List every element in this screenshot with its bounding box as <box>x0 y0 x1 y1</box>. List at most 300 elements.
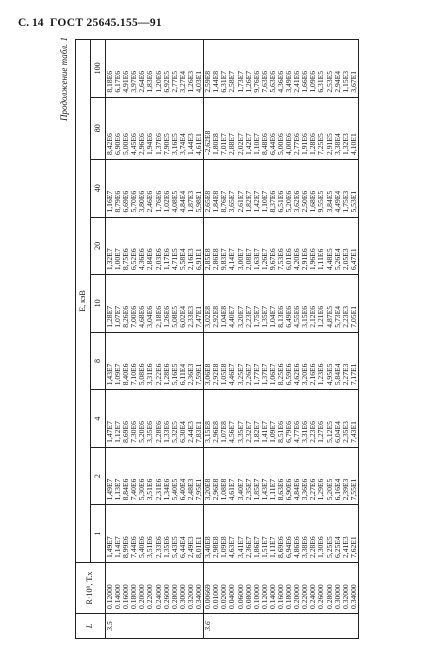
cell-value: 8,79E6 <box>114 159 122 217</box>
table-header-row <box>76 40 91 639</box>
cell-value: 3,38E4 <box>334 97 342 159</box>
cell-value: 1,94E6 <box>146 97 154 159</box>
energy-col: 80 <box>91 97 106 159</box>
cell-value: 2,46E6 <box>146 159 154 217</box>
cell-value: 1,44E8 <box>212 40 220 98</box>
cell-value: 1,17E6 <box>163 217 171 275</box>
cell-value: 3,31E6 <box>301 390 309 448</box>
cell-value: 4,46E7 <box>228 332 236 390</box>
cell-value: 1,26E3 <box>187 40 195 98</box>
cell-value: 2,12E6 <box>309 275 317 333</box>
cell-value: 6,04E4 <box>334 390 342 448</box>
cell-value: 4,84E4 <box>179 159 187 217</box>
cell-value: 2,41E6 <box>293 40 301 98</box>
cell-value: 1,47E7 <box>106 390 115 448</box>
cell-value: 6,51E6 <box>277 159 285 217</box>
cell-value: 1,87E3 <box>187 159 195 217</box>
cell-value: 6,16E4 <box>334 447 342 505</box>
cell-value: 5,32E5 <box>171 390 179 448</box>
cell-L: 3.5 <box>106 614 115 639</box>
page-number: С. 14 <box>18 17 44 29</box>
cell-value: 2,49E3 <box>187 505 195 563</box>
energy-col: 8 <box>91 332 106 390</box>
cell-T: 0.16000 <box>122 563 130 614</box>
cell-T: 0.24000 <box>309 563 317 614</box>
cell-T: 0.02000 <box>220 563 228 614</box>
cell-value: -2,62E8 <box>204 97 213 159</box>
cell-value: 4,10E1 <box>350 97 359 159</box>
cell-value: 1,28E6 <box>163 332 171 390</box>
cell-value: 5,43E5 <box>171 505 179 563</box>
cell-value: 1,04E8 <box>220 275 228 333</box>
cell-value: 7,05E1 <box>350 275 359 333</box>
cell-value: 8,69E6 <box>122 390 130 448</box>
cell-value: 3,97E6 <box>130 40 138 98</box>
cell-value: 4,14E7 <box>228 217 236 275</box>
cell-T: 0.32000 <box>187 563 195 614</box>
cell-T: 0.24000 <box>155 563 163 614</box>
cell-value: 2,08E7 <box>245 217 253 275</box>
cell-T: 0.30000 <box>334 563 342 614</box>
cell-value: 4,91E6 <box>122 40 130 98</box>
cell-value: 1,44E3 <box>187 97 195 159</box>
cell-T: 0.12000 <box>106 563 115 614</box>
cell-value: 2,27E6 <box>309 447 317 505</box>
cell-value: 5,00E6 <box>122 97 130 159</box>
cell-value: 8,99E6 <box>122 505 130 563</box>
cell-value: 6,59E6 <box>285 332 293 390</box>
cell-value: 4,55E6 <box>293 275 301 333</box>
cell-value: 5,20E6 <box>138 390 146 448</box>
cell-value: 1,11E6 <box>317 217 325 275</box>
cell-value: 5,40E5 <box>171 447 179 505</box>
energy-col: 10 <box>91 275 106 333</box>
cell-value: 1,35E7 <box>261 275 269 333</box>
cell-value: 6,31E5 <box>317 40 325 98</box>
cell-value: 8,25E6 <box>277 332 285 390</box>
cell-value: 7,00E6 <box>130 275 138 333</box>
cell-value: 1,12E7 <box>114 390 122 448</box>
cell-T: 0.30000 <box>179 563 187 614</box>
cell-value: 2,39E3 <box>342 447 350 505</box>
cell-value: 1,33E6 <box>163 390 171 448</box>
cell-value: 1,34E6 <box>163 447 171 505</box>
cell-value: 8,76E7 <box>220 159 228 217</box>
cell-value: 2,61E7 <box>237 159 245 217</box>
cell-value: 3,20E8 <box>204 447 213 505</box>
cell-value: 1,35E6 <box>163 505 171 563</box>
cell-value: 4,71E5 <box>171 217 179 275</box>
cell-T: 0.32000 <box>342 563 350 614</box>
cell-value: 1,49E7 <box>106 447 115 505</box>
cell-value: 5,63E6 <box>269 40 277 98</box>
cell-T: 0.18000 <box>130 563 138 614</box>
cell-value: 2,50E6 <box>301 159 309 217</box>
cell-value: 1,42E7 <box>253 159 261 217</box>
cell-T: 0.14000 <box>114 563 122 614</box>
cell-L <box>293 614 301 639</box>
rotated-table-frame <box>59 13 358 659</box>
cell-value: 8,40E6 <box>122 332 130 390</box>
cell-value: 2,33E3 <box>187 275 195 333</box>
energy-col: 100 <box>91 40 106 98</box>
cell-value: 6,92E5 <box>163 40 171 98</box>
cell-value: 2,58E7 <box>228 40 236 98</box>
cell-value: 1,07E8 <box>220 390 228 448</box>
cell-value: 5,26E4 <box>334 217 342 275</box>
cell-value: 5,00E6 <box>277 97 285 159</box>
cell-value: 4,40E7 <box>228 275 236 333</box>
cell-value: 1,43E7 <box>261 447 269 505</box>
cell-value: 1,84E8 <box>212 159 220 217</box>
cell-value: 8,63E6 <box>277 447 285 505</box>
cell-value: 7,25E5 <box>317 97 325 159</box>
cell-value: 1,26E6 <box>163 275 171 333</box>
cell-L <box>350 614 359 639</box>
cell-value: 3,51E6 <box>146 505 154 563</box>
cell-L <box>326 614 334 639</box>
cell-value: 3,80E6 <box>138 159 146 217</box>
cell-value: 1,28E7 <box>106 275 115 333</box>
cell-value: 1,73E7 <box>237 40 245 98</box>
cell-value: 3,40E8 <box>204 505 213 563</box>
cell-value: 7,30E6 <box>130 390 138 448</box>
table-body <box>106 40 359 639</box>
cell-value: 1,14E7 <box>114 505 122 563</box>
cell-value: 7,62E1 <box>350 505 359 563</box>
table-row <box>350 40 359 639</box>
cell-L <box>301 614 309 639</box>
cell-value: 1,37E7 <box>261 332 269 390</box>
cell-value: 1,76E6 <box>155 159 163 217</box>
cell-value: 8,75E6 <box>122 217 130 275</box>
cell-value: 2,05E3 <box>342 217 350 275</box>
cell-T: 0.10000 <box>253 563 261 614</box>
cell-value: 4,95E5 <box>326 332 334 390</box>
cell-value: 2,44E3 <box>187 390 195 448</box>
cell-L <box>245 614 253 639</box>
cell-value: 2,16E6 <box>309 332 317 390</box>
cell-value: 2,36E7 <box>245 505 253 563</box>
cell-value: 3,38E6 <box>301 505 309 563</box>
cell-value: 2,35E3 <box>342 390 350 448</box>
cell-value: 1,82E7 <box>245 159 253 217</box>
cell-value: 4,86E6 <box>293 505 301 563</box>
cell-L <box>155 614 163 639</box>
cell-value: 3,20E6 <box>301 332 309 390</box>
cell-value: 1,49E7 <box>106 505 115 563</box>
cell-value: 1,37E6 <box>155 97 163 159</box>
cell-value: 2,53E5 <box>326 40 334 98</box>
cell-value: 2,32E7 <box>245 390 253 448</box>
cell-value: 1,05E8 <box>220 332 228 390</box>
cell-value: 1,06E7 <box>269 332 277 390</box>
cell-T: 0.26000 <box>317 563 325 614</box>
cell-T: 0.18000 <box>285 563 293 614</box>
cell-value: 1,51E7 <box>261 505 269 563</box>
cell-value: 6,11E4 <box>179 332 187 390</box>
cell-value: 1,80E8 <box>212 97 220 159</box>
cell-T: 0.00669 <box>204 563 213 614</box>
cell-value: 3,62E6 <box>293 159 301 217</box>
energy-header: E, кэВ <box>76 40 91 563</box>
cell-value: 1,41E7 <box>261 390 269 448</box>
cell-L <box>334 614 342 639</box>
cell-L <box>122 614 130 639</box>
cell-T: 0.28000 <box>171 563 179 614</box>
cell-L <box>212 614 220 639</box>
cell-value: 7,17E1 <box>350 332 359 390</box>
cell-value: 9,83E7 <box>220 217 228 275</box>
cell-value: 4,77E6 <box>293 390 301 448</box>
cell-value: 6,90E6 <box>285 447 293 505</box>
cell-value: 6,79E6 <box>285 390 293 448</box>
cell-L <box>342 614 350 639</box>
cell-value: 2,27E3 <box>342 332 350 390</box>
cell-value: 4,56E7 <box>228 390 236 448</box>
cell-value: 1,20E6 <box>155 40 163 98</box>
cell-value: 1,77E7 <box>253 332 261 390</box>
cell-T: 0.20000 <box>138 563 146 614</box>
cell-T: 0.20000 <box>293 563 301 614</box>
cell-value: 6,52E6 <box>130 217 138 275</box>
cell-L <box>163 614 171 639</box>
cell-value: 8,18E6 <box>106 40 115 98</box>
cell-T: 0.22000 <box>146 563 154 614</box>
cell-value: 5,25E5 <box>326 505 334 563</box>
cell-value: 7,59E1 <box>195 332 204 390</box>
cell-value: 7,01E7 <box>220 97 228 159</box>
document-id: ГОСТ 25645.155—91 <box>50 17 162 29</box>
cell-value: 2,16E3 <box>187 217 195 275</box>
cell-value: 1,28E6 <box>309 97 317 159</box>
cell-value: 1,83E6 <box>146 40 154 98</box>
cell-value: 7,40E6 <box>130 447 138 505</box>
cell-value: 5,30E6 <box>138 447 146 505</box>
cell-value: 4,03E1 <box>195 40 204 98</box>
energy-col: 1 <box>91 505 106 563</box>
cell-value: 2,92E8 <box>212 275 220 333</box>
cell-value: 8,84E6 <box>122 447 130 505</box>
cell-value: 5,84E4 <box>334 332 342 390</box>
cell-T: 0.01000 <box>212 563 220 614</box>
cell-L <box>171 614 179 639</box>
cell-value: 6,44E6 <box>269 97 277 159</box>
energy-col: 40 <box>91 159 106 217</box>
cell-value: 2,92E8 <box>212 332 220 390</box>
cell-value: 1,11E7 <box>269 447 277 505</box>
cell-value: 2,77E6 <box>293 97 301 159</box>
cell-value: 7,43E1 <box>350 390 359 448</box>
cell-value: 8,69E6 <box>277 505 285 563</box>
cell-value: 3,15E8 <box>204 390 213 448</box>
cell-value: 1,16E7 <box>106 159 115 217</box>
cell-value: 4,49E4 <box>334 159 342 217</box>
cell-value: 5,98E1 <box>195 159 204 217</box>
cell-T: 0.14000 <box>269 563 277 614</box>
cell-value: 2,91E5 <box>326 97 334 159</box>
cell-value: 3,51E6 <box>146 447 154 505</box>
cell-value: 3,04E6 <box>146 275 154 333</box>
cell-value: 7,90E5 <box>163 97 171 159</box>
cell-value: 2,02E7 <box>237 97 245 159</box>
cell-T: 0.16000 <box>277 563 285 614</box>
cell-value: 1,15E3 <box>342 40 350 98</box>
cell-value: 7,44E6 <box>130 505 138 563</box>
cell-value: 2,33E6 <box>155 505 163 563</box>
cell-value: 9,55E5 <box>317 159 325 217</box>
cell-value: 5,20E6 <box>285 159 293 217</box>
cell-value: 1,07E7 <box>114 275 122 333</box>
cell-T: 0.22000 <box>301 563 309 614</box>
cell-value: 5,20E5 <box>326 447 334 505</box>
cell-value: 2,59E8 <box>204 40 213 98</box>
cell-value: 6,02E4 <box>179 275 187 333</box>
cell-L <box>237 614 245 639</box>
cell-value: 2,77E5 <box>171 40 179 98</box>
cell-value: 5,08E6 <box>138 332 146 390</box>
cell-value: 1,10E7 <box>253 97 261 159</box>
cell-value: 2,36E3 <box>187 332 195 390</box>
cell-value: 3,49E6 <box>285 40 293 98</box>
cell-value: 6,31E7 <box>220 40 228 98</box>
cell-value: 1,42E7 <box>245 97 253 159</box>
cell-value: 1,75E3 <box>342 159 350 217</box>
cell-value: 3,20E7 <box>237 275 245 333</box>
cell-value: 2,41E3 <box>342 505 350 563</box>
cell-L <box>138 614 146 639</box>
cell-value: 5,70E6 <box>130 159 138 217</box>
cell-value: 4,20E6 <box>293 217 301 275</box>
cell-value: 1,85E7 <box>253 447 261 505</box>
data-table <box>75 39 359 639</box>
cell-value: 5,53E1 <box>350 159 359 217</box>
cell-value: 1,09E6 <box>309 40 317 98</box>
cell-value: 1,32E7 <box>106 217 115 275</box>
cell-value: 8,42E6 <box>106 97 115 159</box>
cell-value: 4,45E6 <box>130 97 138 159</box>
cell-L: 3.6 <box>204 614 213 639</box>
energy-col: 4 <box>91 390 106 448</box>
cell-value: 6,94E6 <box>285 505 293 563</box>
cell-L <box>285 614 293 639</box>
cell-value: 1,86E7 <box>253 505 261 563</box>
cell-value: 1,26E7 <box>261 217 269 275</box>
cell-value: 1,02E6 <box>163 159 171 217</box>
cell-T: 0.34000 <box>350 563 359 614</box>
cell-value: 2,86E8 <box>212 217 220 275</box>
cell-value: 6,25E4 <box>334 505 342 563</box>
cell-value: 4,48E5 <box>326 217 334 275</box>
cell-value: 1,27E6 <box>317 390 325 448</box>
cell-value: 6,17E6 <box>114 40 122 98</box>
cell-value: 1,04E7 <box>269 275 277 333</box>
cell-value: 5,73E4 <box>334 275 342 333</box>
cell-value: 6,44E4 <box>179 505 187 563</box>
cell-L <box>179 614 187 639</box>
energy-values-row <box>91 40 106 639</box>
cell-value: 2,88E7 <box>228 97 236 159</box>
cell-value: 6,90E6 <box>114 97 122 159</box>
cell-value: 4,08E5 <box>171 159 179 217</box>
cell-value: 2,35E7 <box>245 447 253 505</box>
cell-value: 1,91E6 <box>301 97 309 159</box>
cell-value: 7,63E6 <box>261 40 269 98</box>
cell-value: 2,03E6 <box>155 217 163 275</box>
cell-value: 2,96E6 <box>138 97 146 159</box>
cell-value: 2,48E3 <box>187 447 195 505</box>
cell-value: 3,65E7 <box>228 159 236 217</box>
cell-value: 2,91E6 <box>301 217 309 275</box>
cell-value: 1,11E7 <box>269 505 277 563</box>
cell-T: 0.04000 <box>228 563 236 614</box>
cell-T: 0.08000 <box>245 563 253 614</box>
cell-value: 1,00E7 <box>114 217 122 275</box>
cell-value: 8,13E6 <box>277 275 285 333</box>
cell-L <box>309 614 317 639</box>
cell-T: 0.28000 <box>326 563 334 614</box>
cell-value: 1,09E8 <box>220 505 228 563</box>
cell-value: 3,02E8 <box>204 275 213 333</box>
cell-value: 7,47E1 <box>195 275 204 333</box>
cell-L <box>261 614 269 639</box>
cell-value: 8,48E6 <box>261 97 269 159</box>
cell-L <box>187 614 195 639</box>
cell-value: 1,82E7 <box>253 390 261 448</box>
cell-value: 3,27E4 <box>179 40 187 98</box>
cell-value: 7,10E6 <box>130 332 138 390</box>
cell-value: 3,06E8 <box>204 332 213 390</box>
cell-L <box>277 614 285 639</box>
cell-value: 1,23E6 <box>317 332 325 390</box>
cell-value: 3,00E7 <box>237 217 245 275</box>
cell-value: 1,21E6 <box>317 275 325 333</box>
cell-value: 1,29E6 <box>317 447 325 505</box>
cell-value: 1,13E7 <box>114 447 122 505</box>
cell-value: 3,84E5 <box>326 159 334 217</box>
cell-L <box>228 614 236 639</box>
cell-value: 6,49E6 <box>285 275 293 333</box>
cell-value: 3,25E7 <box>237 332 245 390</box>
cell-value: 9,67E6 <box>269 217 277 275</box>
cell-value: 1,26E7 <box>245 40 253 98</box>
cell-L <box>146 614 154 639</box>
cell-value: 1,43E7 <box>106 332 115 390</box>
cell-value: 2,65E8 <box>204 159 213 217</box>
cell-value: 7,53E6 <box>277 217 285 275</box>
col-header-T: R·10⁹, Т.х <box>76 563 106 614</box>
cell-value: 9,76E6 <box>253 40 261 98</box>
cell-value: 4,61E7 <box>228 447 236 505</box>
cell-L <box>317 614 325 639</box>
cell-value: 1,30E6 <box>317 505 325 563</box>
cell-value: 6,30E4 <box>179 390 187 448</box>
cell-value: 2,96E8 <box>212 390 220 448</box>
cell-value: 4,36E6 <box>138 217 146 275</box>
cell-value: 3,36E6 <box>301 447 309 505</box>
cell-value: 2,28E6 <box>309 505 317 563</box>
cell-value: 2,98E8 <box>212 505 220 563</box>
cell-value: 8,26E6 <box>122 275 130 333</box>
cell-value: 3,15E6 <box>301 275 309 333</box>
cell-value: 5,08E5 <box>171 275 179 333</box>
cell-value: 4,36E6 <box>277 40 285 98</box>
cell-value: 5,40E6 <box>138 505 146 563</box>
cell-T: 0.34000 <box>195 563 204 614</box>
cell-L <box>130 614 138 639</box>
cell-value: 7,95E1 <box>195 447 204 505</box>
cell-value: 2,31E6 <box>155 447 163 505</box>
